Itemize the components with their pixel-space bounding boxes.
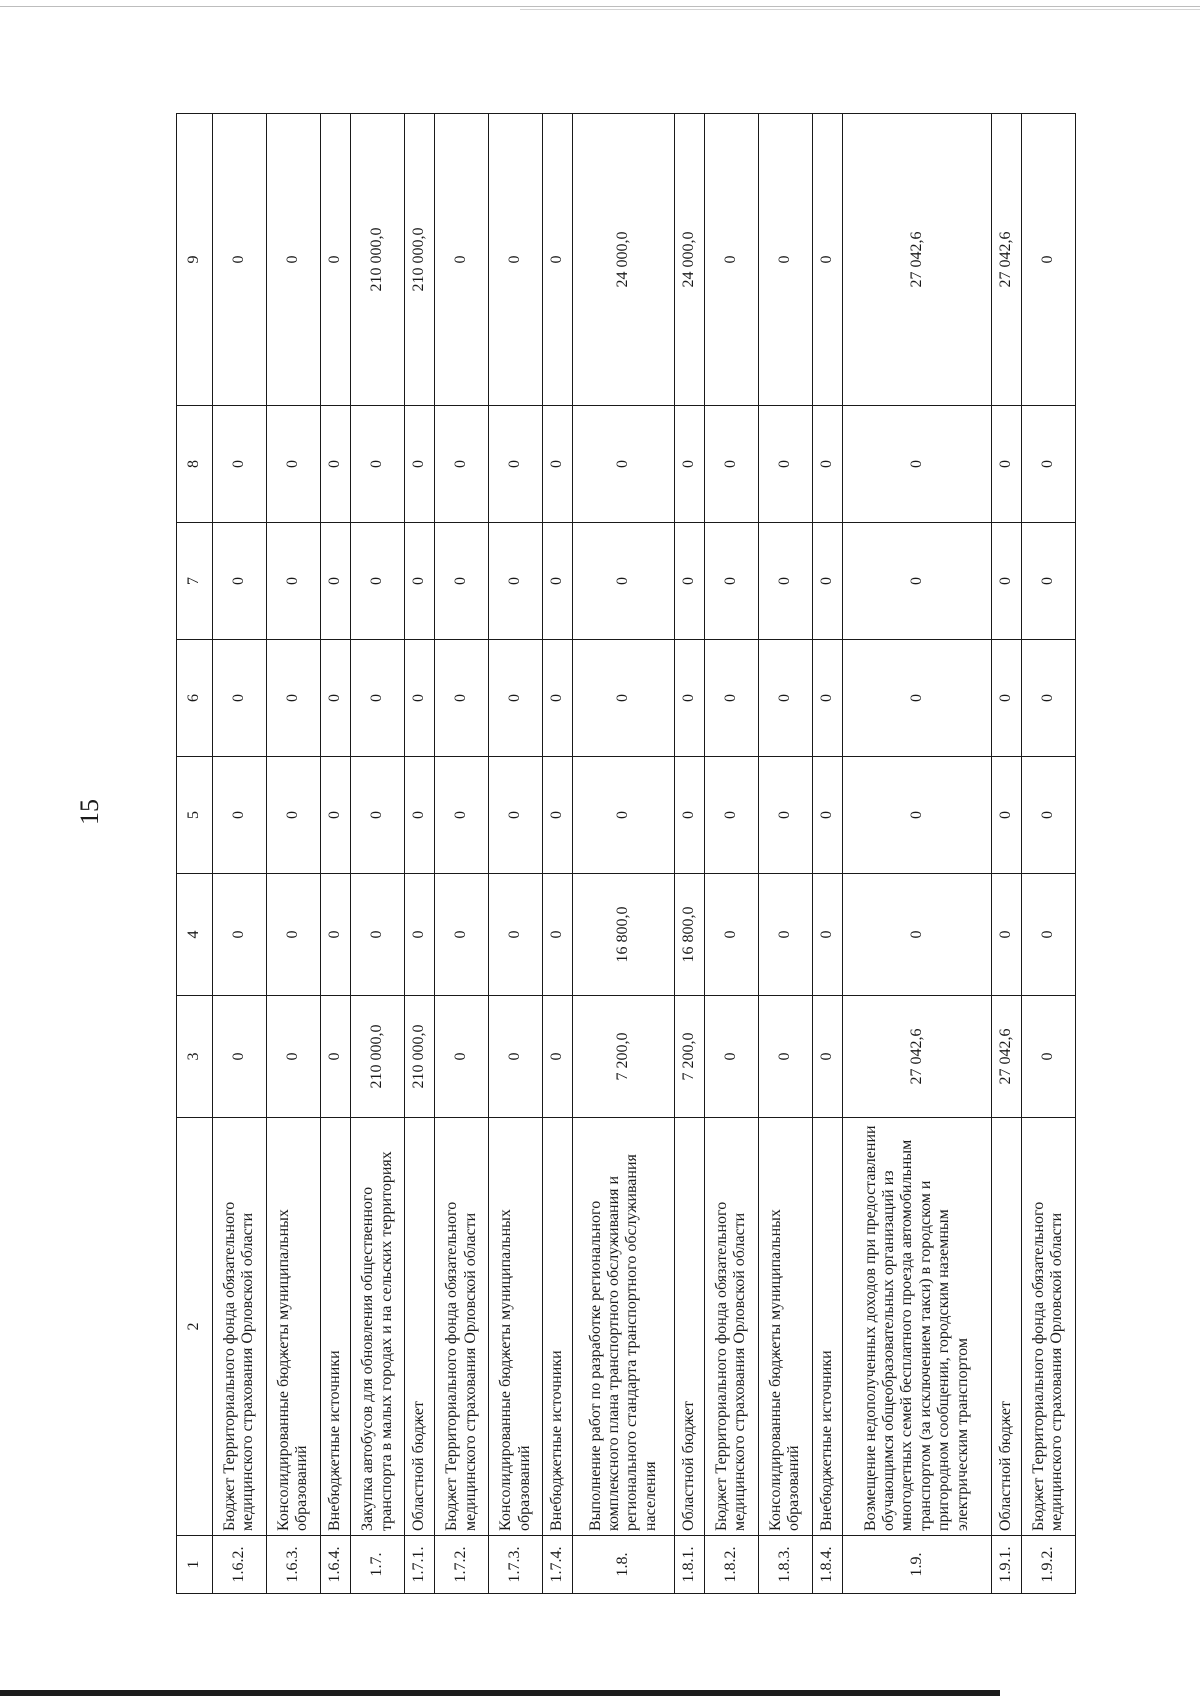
row-code: 1.6.3. xyxy=(266,1536,320,1594)
row-name: Внебюджетные источники xyxy=(543,1118,573,1536)
row-value-col-3: 7 200,0 xyxy=(674,996,704,1118)
row-code: 1.8. xyxy=(573,1536,674,1594)
row-value-col-7: 0 xyxy=(435,523,489,640)
row-name: Внебюджетные источники xyxy=(320,1118,350,1536)
row-value-col-8: 0 xyxy=(266,406,320,523)
row-value-col-8: 0 xyxy=(320,406,350,523)
row-value-col-9: 0 xyxy=(704,114,758,406)
table-row xyxy=(812,114,842,1594)
column-header-3: 3 xyxy=(177,996,213,1118)
row-value-col-3: 210 000,0 xyxy=(351,996,405,1118)
row-value-col-8: 0 xyxy=(543,406,573,523)
row-value-col-8: 0 xyxy=(405,406,435,523)
page-number: 15 xyxy=(75,799,104,825)
row-value-col-9: 27 042,6 xyxy=(991,114,1021,406)
table-row xyxy=(213,114,267,1594)
table-row xyxy=(758,114,812,1594)
row-name: Областной бюджет xyxy=(991,1118,1021,1536)
row-value-col-8: 0 xyxy=(674,406,704,523)
row-name: Консолидированные бюджеты муниципальных образований xyxy=(266,1118,320,1536)
row-value-col-9: 0 xyxy=(1021,114,1075,406)
row-name: Областной бюджет xyxy=(405,1118,435,1536)
column-header-9: 9 xyxy=(177,114,213,406)
row-value-col-7: 0 xyxy=(812,523,842,640)
row-value-col-8: 0 xyxy=(573,406,674,523)
column-header-8: 8 xyxy=(177,406,213,523)
row-value-col-6: 0 xyxy=(405,640,435,757)
row-value-col-6: 0 xyxy=(351,640,405,757)
table-body xyxy=(213,114,1076,1594)
row-value-col-9: 0 xyxy=(266,114,320,406)
row-value-col-8: 0 xyxy=(991,406,1021,523)
row-name: Возмещение недополученных доходов при предоставлении обучающимся общеобразовательных организаций из многодетных семей бесплатного проезда автомобильным транспортом (за исключением такси) в городском и пригородном сообщении, городским наземным электрическим транспортом xyxy=(842,1118,991,1536)
row-code: 1.7.1. xyxy=(405,1536,435,1594)
row-value-col-5: 0 xyxy=(573,757,674,874)
table-row xyxy=(543,114,573,1594)
row-code: 1.7.2. xyxy=(435,1536,489,1594)
column-header-6: 6 xyxy=(177,640,213,757)
row-value-col-7: 0 xyxy=(573,523,674,640)
row-code: 1.6.4. xyxy=(320,1536,350,1594)
row-value-col-4: 0 xyxy=(758,874,812,996)
row-value-col-3: 0 xyxy=(435,996,489,1118)
row-value-col-8: 0 xyxy=(213,406,267,523)
column-header-5: 5 xyxy=(177,757,213,874)
row-value-col-4: 16 800,0 xyxy=(573,874,674,996)
row-value-col-4: 0 xyxy=(489,874,543,996)
row-value-col-6: 0 xyxy=(704,640,758,757)
row-name: Бюджет Территориального фонда обязательного медицинского страхования Орловской области xyxy=(1021,1118,1075,1536)
row-value-col-3: 0 xyxy=(1021,996,1075,1118)
row-code: 1.9. xyxy=(842,1536,991,1594)
budget-table xyxy=(176,113,1076,1594)
row-value-col-6: 0 xyxy=(674,640,704,757)
row-value-col-3: 0 xyxy=(213,996,267,1118)
row-value-col-5: 0 xyxy=(1021,757,1075,874)
row-name: Выполнение работ по разработке регионального комплексного плана транспортного обслуживания и регионального стандарта транспортного обслуживания населения xyxy=(573,1118,674,1536)
row-value-col-6: 0 xyxy=(812,640,842,757)
row-value-col-6: 0 xyxy=(1021,640,1075,757)
row-code: 1.8.2. xyxy=(704,1536,758,1594)
row-value-col-3: 210 000,0 xyxy=(405,996,435,1118)
row-value-col-8: 0 xyxy=(758,406,812,523)
row-value-col-6: 0 xyxy=(842,640,991,757)
row-value-col-6: 0 xyxy=(266,640,320,757)
row-value-col-9: 210 000,0 xyxy=(405,114,435,406)
row-value-col-4: 0 xyxy=(266,874,320,996)
row-value-col-9: 0 xyxy=(489,114,543,406)
row-value-col-7: 0 xyxy=(991,523,1021,640)
row-code: 1.8.1. xyxy=(674,1536,704,1594)
row-value-col-3: 0 xyxy=(489,996,543,1118)
row-code: 1.6.2. xyxy=(213,1536,267,1594)
row-value-col-6: 0 xyxy=(320,640,350,757)
row-value-col-6: 0 xyxy=(758,640,812,757)
row-code: 1.7.4. xyxy=(543,1536,573,1594)
row-value-col-5: 0 xyxy=(758,757,812,874)
row-code: 1.8.3. xyxy=(758,1536,812,1594)
row-value-col-3: 0 xyxy=(758,996,812,1118)
row-value-col-5: 0 xyxy=(405,757,435,874)
row-value-col-5: 0 xyxy=(704,757,758,874)
row-value-col-3: 7 200,0 xyxy=(573,996,674,1118)
row-value-col-5: 0 xyxy=(489,757,543,874)
row-value-col-7: 0 xyxy=(842,523,991,640)
row-value-col-5: 0 xyxy=(351,757,405,874)
table-row xyxy=(1021,114,1075,1594)
row-value-col-5: 0 xyxy=(991,757,1021,874)
row-name: Бюджет Территориального фонда обязательного медицинского страхования Орловской области xyxy=(435,1118,489,1536)
table-row xyxy=(435,114,489,1594)
row-value-col-7: 0 xyxy=(758,523,812,640)
row-name: Областной бюджет xyxy=(674,1118,704,1536)
row-value-col-9: 24 000,0 xyxy=(674,114,704,406)
row-value-col-9: 210 000,0 xyxy=(351,114,405,406)
row-value-col-3: 0 xyxy=(704,996,758,1118)
top-edge-line-secondary xyxy=(520,9,1200,10)
row-code: 1.7.3. xyxy=(489,1536,543,1594)
row-value-col-3: 0 xyxy=(812,996,842,1118)
row-code: 1.9.2. xyxy=(1021,1536,1075,1594)
column-header-4: 4 xyxy=(177,874,213,996)
row-value-col-7: 0 xyxy=(320,523,350,640)
row-value-col-9: 0 xyxy=(320,114,350,406)
row-value-col-8: 0 xyxy=(351,406,405,523)
table-row xyxy=(842,114,991,1594)
rotated-table-wrapper xyxy=(176,114,1076,1594)
table-row xyxy=(704,114,758,1594)
row-value-col-6: 0 xyxy=(213,640,267,757)
row-value-col-9: 0 xyxy=(435,114,489,406)
row-value-col-4: 0 xyxy=(320,874,350,996)
row-value-col-4: 0 xyxy=(405,874,435,996)
row-value-col-9: 27 042,6 xyxy=(842,114,991,406)
row-value-col-6: 0 xyxy=(991,640,1021,757)
column-header-2: 2 xyxy=(177,1118,213,1536)
row-value-col-3: 27 042,6 xyxy=(991,996,1021,1118)
row-value-col-3: 0 xyxy=(543,996,573,1118)
table-row xyxy=(489,114,543,1594)
bottom-scan-edge xyxy=(0,1690,1000,1696)
row-value-col-3: 27 042,6 xyxy=(842,996,991,1118)
row-value-col-8: 0 xyxy=(812,406,842,523)
row-value-col-6: 0 xyxy=(543,640,573,757)
row-value-col-3: 0 xyxy=(320,996,350,1118)
table-row xyxy=(351,114,405,1594)
row-value-col-7: 0 xyxy=(704,523,758,640)
row-value-col-4: 0 xyxy=(704,874,758,996)
row-value-col-6: 0 xyxy=(573,640,674,757)
row-value-col-4: 0 xyxy=(543,874,573,996)
row-value-col-8: 0 xyxy=(435,406,489,523)
row-value-col-7: 0 xyxy=(266,523,320,640)
row-value-col-3: 0 xyxy=(266,996,320,1118)
top-edge-line xyxy=(0,6,1200,7)
row-value-col-4: 0 xyxy=(1021,874,1075,996)
row-value-col-4: 0 xyxy=(435,874,489,996)
row-value-col-9: 0 xyxy=(812,114,842,406)
row-value-col-7: 0 xyxy=(489,523,543,640)
column-header-1: 1 xyxy=(177,1536,213,1594)
row-value-col-4: 16 800,0 xyxy=(674,874,704,996)
row-value-col-5: 0 xyxy=(543,757,573,874)
row-value-col-5: 0 xyxy=(435,757,489,874)
row-value-col-7: 0 xyxy=(1021,523,1075,640)
row-value-col-9: 0 xyxy=(758,114,812,406)
table-row xyxy=(266,114,320,1594)
row-value-col-5: 0 xyxy=(812,757,842,874)
row-value-col-5: 0 xyxy=(674,757,704,874)
row-value-col-9: 24 000,0 xyxy=(573,114,674,406)
row-code: 1.8.4. xyxy=(812,1536,842,1594)
row-value-col-9: 0 xyxy=(213,114,267,406)
row-value-col-8: 0 xyxy=(489,406,543,523)
row-name: Консолидированные бюджеты муниципальных образований xyxy=(489,1118,543,1536)
row-name: Бюджет Территориального фонда обязательного медицинского страхования Орловской области xyxy=(704,1118,758,1536)
row-value-col-8: 0 xyxy=(1021,406,1075,523)
column-header-7: 7 xyxy=(177,523,213,640)
row-value-col-7: 0 xyxy=(543,523,573,640)
row-code: 1.9.1. xyxy=(991,1536,1021,1594)
row-value-col-5: 0 xyxy=(266,757,320,874)
table-row xyxy=(674,114,704,1594)
table-row xyxy=(320,114,350,1594)
row-value-col-6: 0 xyxy=(489,640,543,757)
row-name: Закупка автобусов для обновления общественного транспорта в малых городах и на сельских территориях xyxy=(351,1118,405,1536)
row-name: Бюджет Территориального фонда обязательного медицинского страхования Орловской области xyxy=(213,1118,267,1536)
row-value-col-5: 0 xyxy=(213,757,267,874)
row-value-col-8: 0 xyxy=(704,406,758,523)
row-code: 1.7. xyxy=(351,1536,405,1594)
row-value-col-5: 0 xyxy=(842,757,991,874)
table-row xyxy=(573,114,674,1594)
row-name: Консолидированные бюджеты муниципальных образований xyxy=(758,1118,812,1536)
row-value-col-9: 0 xyxy=(543,114,573,406)
row-value-col-4: 0 xyxy=(351,874,405,996)
row-value-col-4: 0 xyxy=(812,874,842,996)
header-row xyxy=(177,114,213,1594)
row-name: Внебюджетные источники xyxy=(812,1118,842,1536)
row-value-col-4: 0 xyxy=(991,874,1021,996)
row-value-col-7: 0 xyxy=(351,523,405,640)
row-value-col-4: 0 xyxy=(842,874,991,996)
row-value-col-5: 0 xyxy=(320,757,350,874)
row-value-col-4: 0 xyxy=(213,874,267,996)
table-row xyxy=(405,114,435,1594)
table-row xyxy=(991,114,1021,1594)
row-value-col-6: 0 xyxy=(435,640,489,757)
row-value-col-7: 0 xyxy=(213,523,267,640)
row-value-col-7: 0 xyxy=(674,523,704,640)
row-value-col-7: 0 xyxy=(405,523,435,640)
row-value-col-8: 0 xyxy=(842,406,991,523)
